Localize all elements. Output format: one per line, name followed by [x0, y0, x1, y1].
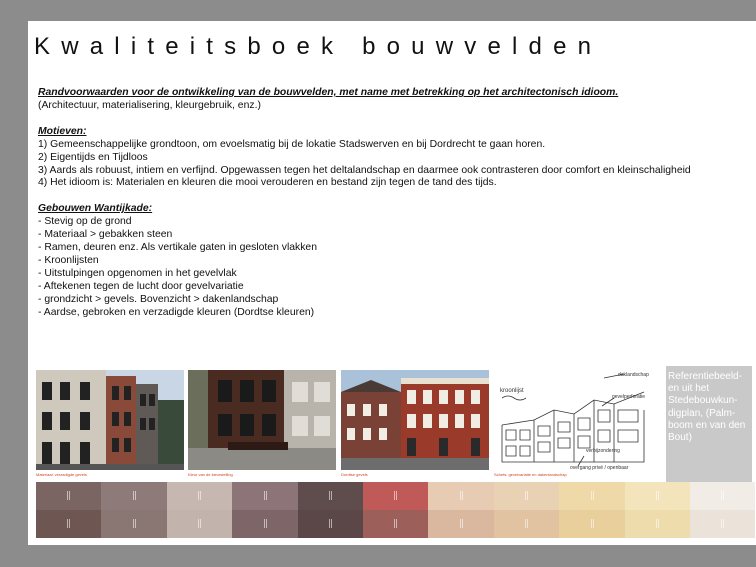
- color-swatch: [36, 510, 101, 538]
- color-swatch: [428, 482, 493, 510]
- color-swatch: [101, 482, 166, 510]
- motief-item: 2) Eigentijds en Tijdloos: [38, 151, 148, 163]
- reference-note: Referentiebeeld-en uit het Stedebouwkun-digplan, (Palm-boom en van den Bout): [666, 366, 752, 488]
- sketch-label-overgang: overgang privé / openbaar: [570, 465, 629, 471]
- body-text: [38, 87, 748, 320]
- photo-caption: Materiaal: verzadigde gevels: [36, 472, 87, 477]
- color-swatch: [232, 482, 297, 510]
- reference-photo-street-houses: [36, 370, 184, 477]
- wantijkade-item: - Aftekenen tegen de lucht door gevelvariatie: [38, 280, 244, 292]
- color-swatch: [690, 482, 755, 510]
- color-swatch: [363, 510, 428, 538]
- motief-item: 3) Aards als robuust, intiem en verfijnd. Opgewassen tegen het deltalandschap en daarmee ook contrasteren door comfort en kleinschaligheid: [38, 164, 691, 176]
- reference-photo-brick-facade: [188, 370, 336, 477]
- color-swatch: [298, 510, 363, 538]
- color-swatch: [232, 510, 297, 538]
- photo-caption: Kleur van de kleurstelling: [188, 472, 233, 477]
- wantijkade-item: - Kroonlijsten: [38, 254, 99, 266]
- color-swatch: [167, 482, 232, 510]
- sketch-label-daklandschap: daklandschap: [618, 372, 649, 378]
- color-swatch: [167, 510, 232, 538]
- photo-caption: Schets: gevelvariatie en dakenlandschap: [494, 472, 567, 477]
- sketch-label-gevelperforatie: gevelperforatie: [612, 394, 646, 400]
- color-swatch: [363, 482, 428, 510]
- color-swatch: [428, 510, 493, 538]
- document-page: [28, 21, 756, 545]
- motief-item: 1) Gemeenschappelijke grondtoon, om evoelsmatig bij de lokatie Stadswerven en bij Dordrecht te gaan horen.: [38, 138, 546, 150]
- color-swatches: [36, 482, 756, 538]
- wantijkade-item: - Uitstulpingen opgenomen in het gevelvlak: [38, 267, 237, 279]
- color-swatch: [101, 510, 166, 538]
- wantijkade-item: - Stevig op de grond: [38, 216, 132, 228]
- wantijkade-item: - grondzicht > gevels. Bovenzicht > dakenlandschap: [38, 293, 279, 305]
- motief-item: 4) Het idioom is: Materialen en kleuren die mooi verouderen en bestand zijn tegen de tand des tijds.: [38, 177, 497, 189]
- color-swatch: [559, 510, 624, 538]
- motieven-heading: Motieven:: [38, 125, 87, 137]
- sketch-label-verbijzondering: verbijzondering: [586, 448, 620, 454]
- reference-sketch: [494, 370, 664, 477]
- wantijkade-item: - Ramen, deuren enz. Als vertikale gaten in gesloten vlakken: [38, 242, 317, 254]
- color-swatch: [559, 482, 624, 510]
- color-swatch: [298, 482, 363, 510]
- reference-photo-red-houses: [341, 370, 489, 477]
- intro-heading: Randvoorwaarden voor de ontwikkeling van de bouwvelden, met name met betrekking op het architectonisch idioom.: [38, 87, 619, 98]
- page-title: Kwaliteitsboek bouwvelden: [34, 33, 603, 60]
- color-swatch: [625, 510, 690, 538]
- wantijkade-heading: Gebouwen Wantijkade:: [38, 203, 153, 215]
- wantijkade-item: - Aardse, gebroken en verzadigde kleuren (Dordtse kleuren): [38, 306, 315, 318]
- intro-subtitle: (Architectuur, materialisering, kleurgebruik, enz.): [38, 99, 261, 111]
- color-swatch: [494, 482, 559, 510]
- color-swatch: [625, 482, 690, 510]
- color-swatch: [690, 510, 755, 538]
- wantijkade-item: - Materiaal > gebakken steen: [38, 229, 173, 241]
- color-swatch: [494, 510, 559, 538]
- color-swatch: [36, 482, 101, 510]
- photo-caption: Dordtse gevels: [341, 472, 368, 477]
- sketch-label-kroonlijst: kroonlijst: [500, 388, 524, 394]
